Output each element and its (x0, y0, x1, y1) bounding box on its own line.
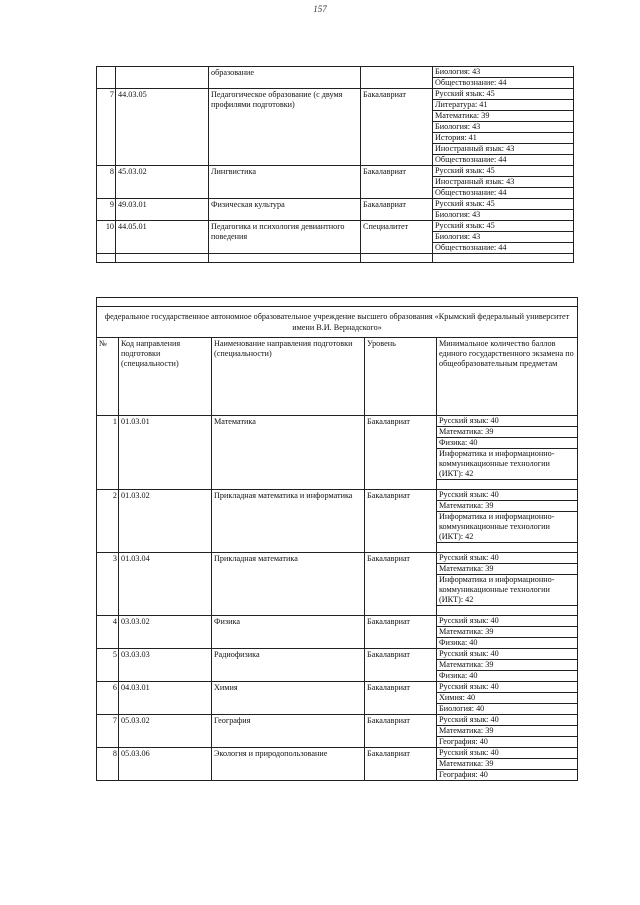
row-number: 7 (97, 89, 116, 166)
filler-cell (437, 480, 578, 490)
direction-code: 45.03.02 (116, 166, 209, 199)
subject-min-score: Обществознание: 44 (433, 78, 574, 89)
subject-min-score: Русский язык: 40 (437, 682, 578, 693)
subject-min-score: Литература: 41 (433, 100, 574, 111)
subject-min-score: Русский язык: 40 (437, 490, 578, 501)
education-level: Бакалавриат (365, 416, 437, 490)
table-row (97, 199, 574, 210)
direction-code: 49.03.01 (116, 199, 209, 221)
subject-min-score: Математика: 39 (437, 427, 578, 438)
row-number: 9 (97, 199, 116, 221)
direction-code: 01.03.02 (119, 490, 212, 553)
subject-min-score: Биология: 43 (433, 210, 574, 221)
row-number: 5 (97, 649, 119, 682)
table-row (97, 416, 578, 427)
subject-min-score: Математика: 39 (437, 627, 578, 638)
subject-min-score: Русский язык: 40 (437, 553, 578, 564)
organization-name: федеральное государственное автономное образовательное учреждение высшего образования «Крымский федеральный университет имени В.И. Вернадского» (97, 307, 578, 338)
subject-min-score: Русский язык: 45 (433, 89, 574, 100)
direction-name: География (212, 715, 365, 748)
direction-code: 03.03.03 (119, 649, 212, 682)
empty-cell (361, 254, 433, 263)
subject-min-score: География: 40 (437, 737, 578, 748)
direction-code: 04.03.01 (119, 682, 212, 715)
subject-min-score: Иностранный язык: 43 (433, 144, 574, 155)
education-level: Бакалавриат (365, 748, 437, 781)
subject-min-score: Биология: 43 (433, 67, 574, 78)
subject-min-score: Русский язык: 40 (437, 416, 578, 427)
filler-cell (437, 543, 578, 553)
direction-code: 44.05.01 (116, 221, 209, 254)
table-row (97, 89, 574, 100)
education-level: Специалитет (361, 221, 433, 254)
direction-name: Лингвистика (209, 166, 361, 199)
subject-min-score: Физика: 40 (437, 638, 578, 649)
row-number (97, 67, 116, 89)
direction-name: Педагогика и психология девиантного поведения (209, 221, 361, 254)
table-row (97, 649, 578, 660)
subject-min-score: Русский язык: 40 (437, 649, 578, 660)
subject-min-score: География: 40 (437, 770, 578, 781)
education-level: Бакалавриат (361, 199, 433, 221)
row-number: 10 (97, 221, 116, 254)
subject-min-score: Русский язык: 45 (433, 199, 574, 210)
subject-min-score: Русский язык: 45 (433, 221, 574, 232)
row-number: 4 (97, 616, 119, 649)
subject-min-score: Биология: 43 (433, 122, 574, 133)
direction-name: Радиофизика (212, 649, 365, 682)
header-level: Уровень (365, 338, 437, 416)
row-number: 1 (97, 416, 119, 490)
header-min-score: Минимальное количество баллов единого государственного экзамена по общеобразовательным предметам (437, 338, 578, 416)
education-level: Бакалавриат (361, 89, 433, 166)
subject-min-score: Математика: 39 (437, 564, 578, 575)
direction-code: 01.03.04 (119, 553, 212, 616)
subject-min-score: Русский язык: 40 (437, 748, 578, 759)
empty-cell (209, 254, 361, 263)
direction-name: Математика (212, 416, 365, 490)
header-name: Наименование направления подготовки (специальности) (212, 338, 365, 416)
subject-min-score: Информатика и информационно-коммуникационные технологии (ИКТ): 42 (437, 575, 578, 606)
row-number: 3 (97, 553, 119, 616)
subject-min-score: Химия: 40 (437, 693, 578, 704)
spacer-row (97, 298, 578, 307)
subject-min-score: История: 41 (433, 133, 574, 144)
education-level: Бакалавриат (365, 649, 437, 682)
direction-code: 03.03.02 (119, 616, 212, 649)
table-row (97, 682, 578, 693)
education-level: Бакалавриат (365, 616, 437, 649)
subject-min-score: Физика: 40 (437, 438, 578, 449)
subject-min-score: Математика: 39 (437, 501, 578, 512)
row-number: 8 (97, 748, 119, 781)
subject-min-score: Обществознание: 44 (433, 155, 574, 166)
education-level (361, 67, 433, 89)
row-number: 7 (97, 715, 119, 748)
education-level: Бакалавриат (365, 715, 437, 748)
subject-min-score: Обществознание: 44 (433, 243, 574, 254)
direction-code (116, 67, 209, 89)
subject-min-score: Математика: 39 (437, 759, 578, 770)
table-row (97, 715, 578, 726)
table-row (97, 166, 574, 177)
subject-min-score: Биология: 40 (437, 704, 578, 715)
subject-min-score: Русский язык: 40 (437, 616, 578, 627)
direction-name: Физика (212, 616, 365, 649)
row-number: 8 (97, 166, 116, 199)
empty-cell (433, 254, 574, 263)
empty-row (97, 254, 574, 263)
education-level: Бакалавриат (361, 166, 433, 199)
header-code: Код направления подготовки (специальности) (119, 338, 212, 416)
direction-name: Экология и природопользование (212, 748, 365, 781)
subject-min-score: Русский язык: 45 (433, 166, 574, 177)
subject-min-score: Обществознание: 44 (433, 188, 574, 199)
table-row (97, 748, 578, 759)
direction-name: образование (209, 67, 361, 89)
education-level: Бакалавриат (365, 490, 437, 553)
direction-code: 05.03.06 (119, 748, 212, 781)
admission-table-continued (96, 66, 574, 263)
subject-min-score: Физика: 40 (437, 671, 578, 682)
direction-code: 01.03.01 (119, 416, 212, 490)
direction-name: Педагогическое образование (с двумя профилями подготовки) (209, 89, 361, 166)
table-row (97, 490, 578, 501)
subject-min-score: Информатика и информационно-коммуникационные технологии (ИКТ): 42 (437, 512, 578, 543)
direction-name: Прикладная математика (212, 553, 365, 616)
education-level: Бакалавриат (365, 682, 437, 715)
direction-name: Прикладная математика и информатика (212, 490, 365, 553)
table-row (97, 221, 574, 232)
direction-name: Химия (212, 682, 365, 715)
subject-min-score: Русский язык: 40 (437, 715, 578, 726)
row-number: 6 (97, 682, 119, 715)
direction-code: 44.03.05 (116, 89, 209, 166)
subject-min-score: Информатика и информационно-коммуникационные технологии (ИКТ): 42 (437, 449, 578, 480)
page-number: 157 (313, 4, 327, 14)
direction-code: 05.03.02 (119, 715, 212, 748)
admission-table-kfu (96, 297, 578, 781)
subject-min-score: Математика: 39 (437, 660, 578, 671)
header-number: № (97, 338, 119, 416)
education-level: Бакалавриат (365, 553, 437, 616)
direction-name: Физическая культура (209, 199, 361, 221)
row-number: 2 (97, 490, 119, 553)
filler-cell (437, 606, 578, 616)
subject-min-score: Иностранный язык: 43 (433, 177, 574, 188)
table-row (97, 616, 578, 627)
subject-min-score: Математика: 39 (433, 111, 574, 122)
empty-cell (97, 254, 116, 263)
table-row (97, 67, 574, 78)
table-row (97, 553, 578, 564)
subject-min-score: Математика: 39 (437, 726, 578, 737)
subject-min-score: Биология: 43 (433, 232, 574, 243)
empty-cell (116, 254, 209, 263)
